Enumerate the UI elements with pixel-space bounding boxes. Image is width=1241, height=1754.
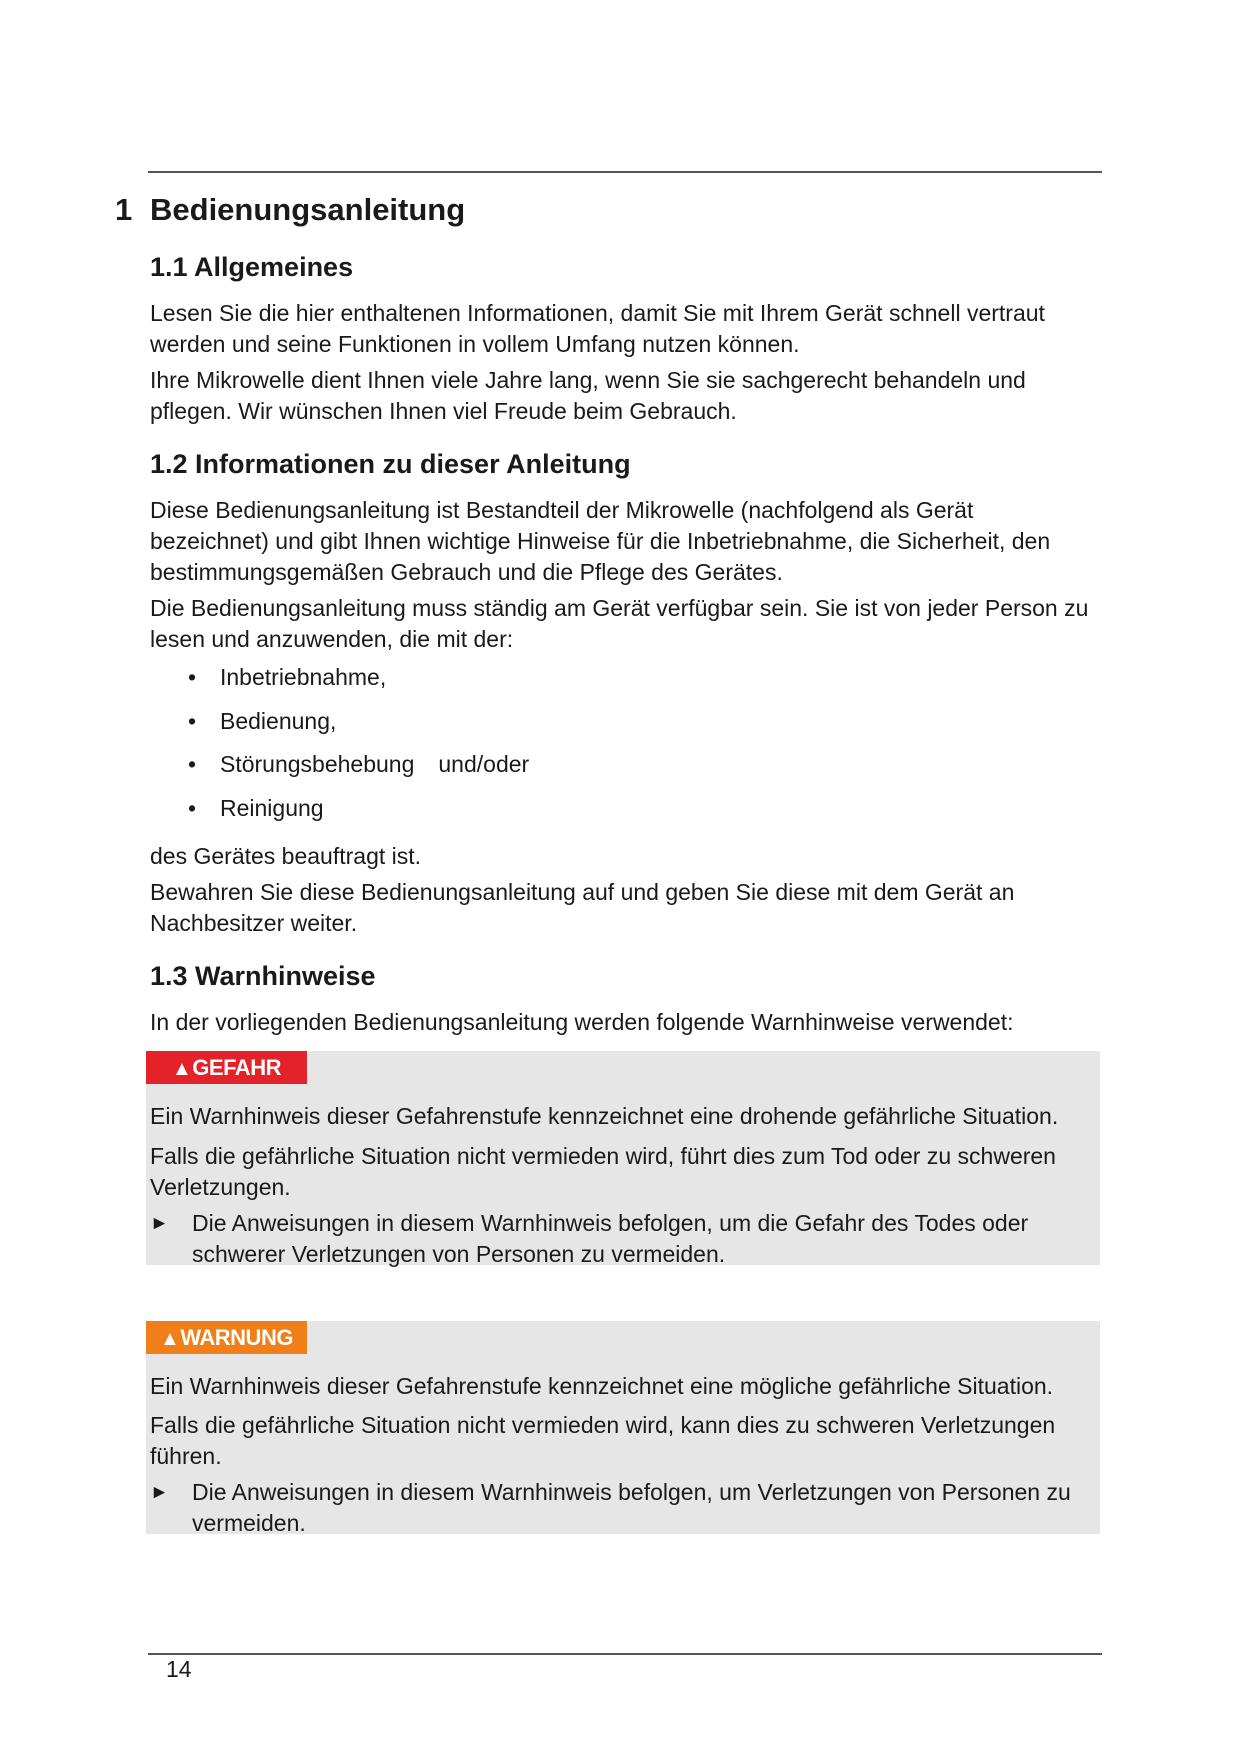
danger-action: ► Die Anweisungen in diesem Warnhinweis befolgen, um die Gefahr des Todes oder schwerer Verletzungen von Personen zu vermeiden.: [150, 1210, 1029, 1267]
section-heading-manual-info: 1.2 Informationen zu dieser Anleitung: [150, 449, 631, 479]
list-item: • Inbetriebnahme,: [150, 662, 529, 706]
warning-text-2: Falls die gefährliche Situation nicht vermieden wird, kann dies zu schweren Verletzungen führen.: [150, 1412, 1056, 1469]
arrow-right-icon: ►: [150, 1213, 169, 1234]
after-list-text: des Gerätes beauftragt ist.: [150, 843, 422, 869]
warning-notice-box: [146, 1321, 1100, 1534]
warning-action: ► Die Anweisungen in diesem Warnhinweis befolgen, um Verletzungen von Personen zu vermeiden.: [150, 1479, 1071, 1536]
chapter-title: Bedienungsanleitung: [150, 192, 466, 227]
page-number: 14: [166, 1656, 192, 1682]
warning-badge: ▲WARNUNG: [146, 1321, 307, 1354]
chapter-heading: [115, 192, 465, 228]
list-item: • Störungsbehebung und/oder: [150, 749, 529, 793]
general-paragraph-1: Lesen Sie die hier enthaltenen Informationen, damit Sie mit Ihrem Gerät schnell vertraut werden und seine Funktionen in vollem Umfang nutzen können.: [150, 300, 1045, 357]
warning-text-1: Ein Warnhinweis dieser Gefahrenstufe kennzeichnet eine mögliche gefährliche Situation.: [150, 1373, 1054, 1399]
arrow-right-icon: ►: [150, 1482, 169, 1503]
manual-info-paragraph-1: Diese Bedienungsanleitung ist Bestandteil der Mikrowelle (nachfolgend als Gerät bezeichnet) und gibt Ihnen wichtige Hinweise für die Inbetriebnahme, die Sicherheit, den bestimmungsgemäßen Gebrauch und die Pflege des Gerätes.: [150, 497, 1051, 585]
header-rule: [148, 171, 1102, 173]
task-list: [150, 662, 529, 836]
list-item: • Reinigung: [150, 793, 529, 837]
danger-text-1: Ein Warnhinweis dieser Gefahrenstufe kennzeichnet eine drohende gefährliche Situation.: [150, 1103, 1059, 1129]
general-paragraph-2: Ihre Mikrowelle dient Ihnen viele Jahre lang, wenn Sie sie sachgerecht behandeln und pflegen. Wir wünschen Ihnen viel Freude beim Gebrauch.: [150, 367, 1026, 424]
warning-triangle-icon: ▲: [172, 1058, 192, 1080]
closing-paragraph: Bewahren Sie diese Bedienungsanleitung auf und geben Sie diese mit dem Gerät an Nachbesitzer weiter.: [150, 879, 1015, 936]
footer-rule: [148, 1653, 1102, 1655]
danger-text-2: Falls die gefährliche Situation nicht vermieden wird, führt dies zum Tod oder zu schweren Verletzungen.: [150, 1143, 1056, 1200]
list-item: • Bedienung,: [150, 706, 529, 750]
chapter-number: 1: [115, 192, 133, 227]
section-heading-warnings: 1.3 Warnhinweise: [150, 961, 376, 991]
warning-triangle-icon: ▲: [160, 1328, 180, 1350]
danger-notice-box: [146, 1051, 1100, 1265]
section-heading-general: 1.1 Allgemeines: [150, 252, 354, 282]
warnings-intro: In der vorliegenden Bedienungsanleitung werden folgende Warnhinweise verwendet:: [150, 1009, 1014, 1035]
manual-info-paragraph-2: Die Bedienungsanleitung muss ständig am Gerät verfügbar sein. Sie ist von jeder Person zu lesen und anzuwenden, die mit der:: [150, 595, 1089, 652]
danger-badge: ▲GEFAHR: [146, 1051, 307, 1084]
